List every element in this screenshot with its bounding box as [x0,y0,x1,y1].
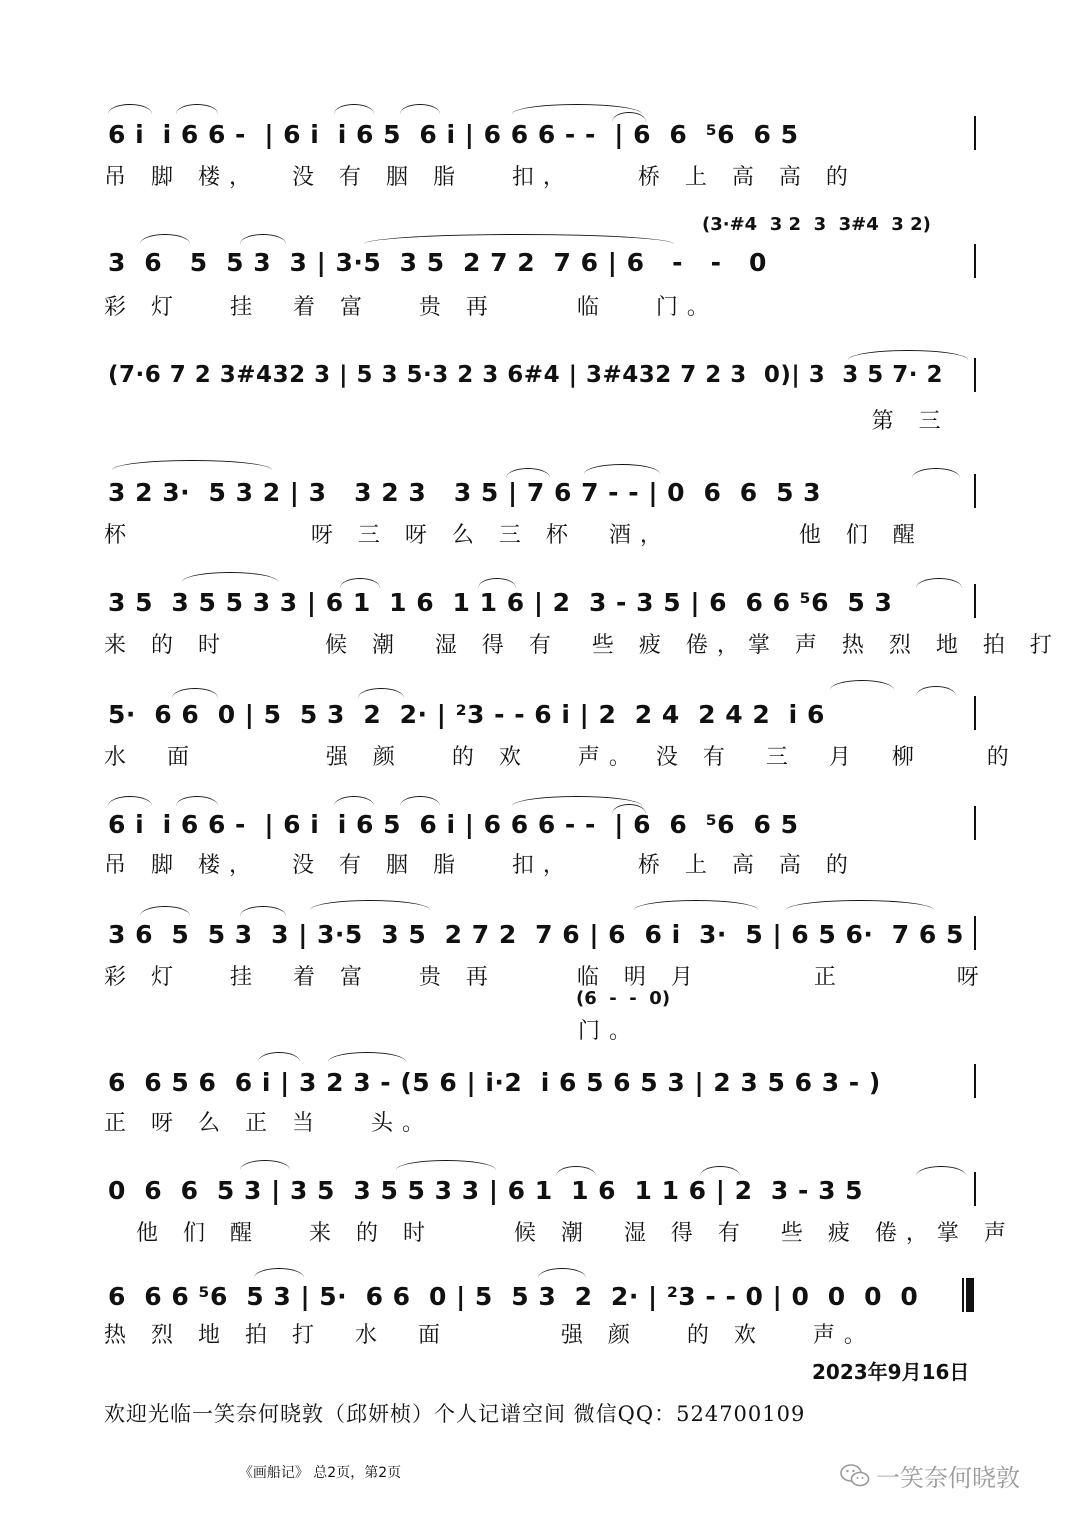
notation-line: 3 6 5 5 3 3 | 3·5 3 5 2 7 2 7 6 | 6 - - 0 [108,248,767,277]
slur [912,468,960,478]
notation-line: 3 5 3 5 5 3 3 | 6 1 1 6 1 1 6 | 2 3 - 3 5 | 6 6 6 ⁵6 5 3 [108,588,893,617]
slur [400,104,440,114]
lyric-line: 第 三 [104,409,950,434]
slur [556,1166,596,1176]
barline [974,116,976,150]
slur [182,572,278,582]
barline [962,1278,964,1312]
slur [358,688,404,698]
lyric-line: 彩 灯 挂 着 富 贵 再 临 明 月 正 呀 [104,965,988,990]
slur [340,578,380,588]
welcome-line: 欢迎光临一笑奈何晓敦（邱妍桢）个人记谱空间 微信QQ：524700109 [104,1402,806,1426]
lyric-line: 正 呀 么 正 当 头。 [104,1111,433,1136]
date: 2023年9月16日 [812,1360,970,1384]
slur [112,460,272,470]
lyric-line: 来 的 时 候 潮 湿 得 有 些 疲 倦，掌 声 热 烈 地 拍 打 [104,633,1061,658]
notation-line: 6 6 5 6 6 i | 3 2 3 - (5 6 | i·2 i 6 5 6 5 3 | 2 3 5 6 3 - ) [108,1068,881,1097]
slur [140,234,190,244]
slur [176,796,218,806]
slur [240,906,286,916]
alternate-notes: (6 - - 0) [576,988,671,1009]
lyric-line: 吊 脚 楼， 没 有 胭 脂 扣， 桥 上 高 高 的 [104,853,857,878]
slur [584,464,660,474]
notation-line: 3 6 5 5 3 3 | 3·5 3 5 2 7 2 7 6 | 6 6 i 3· 5 | 6 5 6· 7 6 5 [108,920,964,949]
slur [328,1052,406,1062]
lyric-line: 吊 脚 楼， 没 有 胭 脂 扣， 桥 上 高 高 的 [104,165,857,190]
slur [916,686,956,696]
slur [634,900,758,910]
notation-line: 0 6 6 5 3 | 3 5 3 5 5 3 3 | 6 1 1 6 1 1 6 | 2 3 - 3 5 [108,1176,864,1205]
slur [364,234,674,244]
slur [700,1166,740,1176]
lyric-line: 彩 灯 挂 着 富 贵 再 临 门。 [104,295,718,320]
notation-line: 6 6 6 ⁵6 5 3 | 5· 6 6 0 | 5 5 3 2 2· | ²3 - - 0 | 0 0 0 0 [108,1282,919,1311]
barline [974,1064,976,1098]
slur [848,350,968,360]
barline [974,584,976,618]
slur [240,1160,290,1170]
lyric-line: 门。 [578,1019,641,1044]
slur [258,1052,300,1062]
slur [172,688,218,698]
slur [396,1160,496,1170]
page-footer: 《画船记》 总2页，第2页 [238,1465,402,1481]
barline [974,806,976,840]
final-barline [966,1278,974,1312]
watermark [840,1458,1020,1493]
slur [108,796,152,806]
slur [478,578,516,588]
slur [786,900,934,910]
notation-line: 6 i i 6 6 - | 6 i i 6 5 6 i | 6 6 6 - - | 6 6 ⁵6 6 5 [108,120,799,149]
slur [830,680,894,690]
lyric-line: 他 们 醒 来 的 时 候 潮 湿 得 有 些 疲 倦，掌 声 [104,1221,1015,1246]
slur [538,1268,586,1278]
notation-line: 5· 6 6 0 | 5 5 3 2 2· | ²3 - - 6 i | 2 2 4 2 4 2 i 6 [108,700,825,729]
barline [974,474,976,508]
slur [140,906,190,916]
lyric-line: 水 面 强 颜 的 欢 声。 没 有 三 月 柳 的 [104,745,1018,770]
accompaniment-notes: (3·#4 3 2 3 3#4 3 2) [702,214,931,235]
barline [974,358,976,392]
slur [334,796,374,806]
lyric-line: 杯 呀 三 呀 么 三 杯 酒， 他 们 醒 [104,523,924,548]
slur [108,104,152,114]
watermark-text: 一笑奈何晓敦 [876,1464,1020,1492]
lyric-line: 热 烈 地 拍 打 水 面 强 颜 的 欢 声。 [104,1323,875,1348]
slur [916,578,962,588]
notation-line: 6 i i 6 6 - | 6 i i 6 5 6 i | 6 6 6 - - | 6 6 ⁵6 6 5 [108,810,799,839]
slur [254,1268,304,1278]
notation-line: 3 2 3· 5 3 2 | 3 3 2 3 3 5 | 7 6 7 - - | 0 6 6 5 3 [108,478,822,507]
notation-line: (7·6 7 2 3#432 3 | 5 3 5·3 2 3 6#4 | 3#432 7 2 3 0)| 3 3 5 7· 2 [108,362,944,388]
slur [176,104,218,114]
barline [974,696,976,730]
slur [334,104,374,114]
slur [916,1166,966,1176]
barline [974,1172,976,1206]
slur [506,468,550,478]
slur [400,796,440,806]
wechat-icon [840,1463,870,1489]
barline [974,916,976,950]
slur [240,234,286,244]
barline [974,244,976,278]
slur [310,900,430,910]
